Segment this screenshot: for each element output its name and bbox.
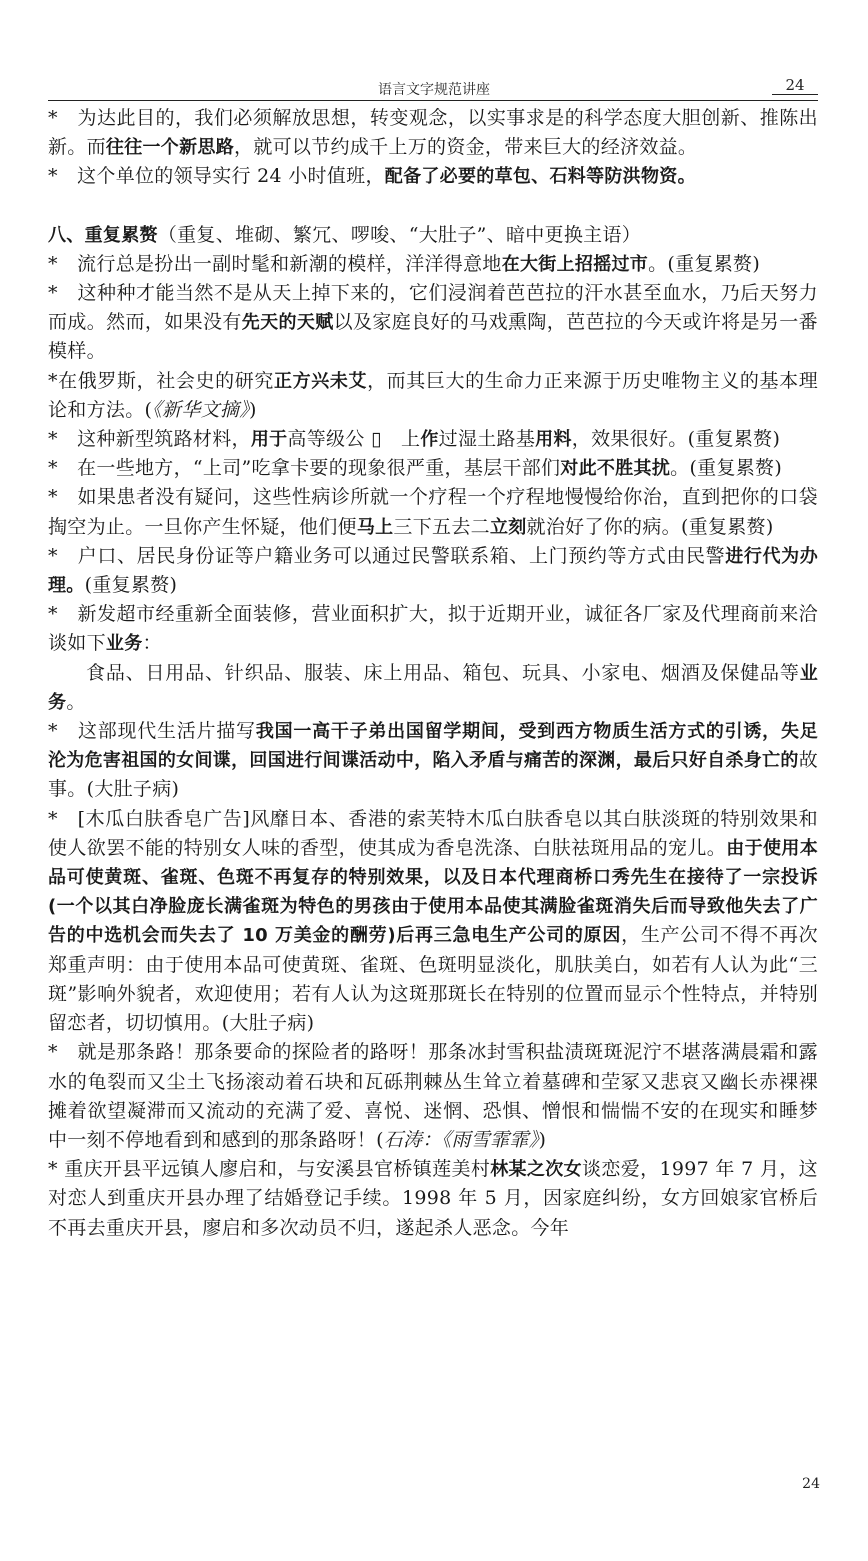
text-run: ，效果很好。(重复累赘) <box>571 428 781 451</box>
text-run: * 这种新型筑路材料， <box>48 428 251 451</box>
text-run: (重复累赘) <box>84 574 178 597</box>
section-heading <box>48 221 818 250</box>
bold-highlight: 往往一个新思路 <box>105 137 235 159</box>
text-run: * 重庆开县平远镇人廖启和，与安溪县官桥镇莲美村 <box>48 1158 491 1181</box>
text-run: * 为达此目的，我们必须解放思想，转变观念，以实事求是的科学态度大胆创新、推陈出新。而 <box>48 107 818 159</box>
bold-highlight: 用料 <box>535 429 572 451</box>
text-run: * 流行总是扮出一副时髦和新潮的模样，洋洋得意地 <box>48 252 502 275</box>
text-run: * 如果患者没有疑问，这些性病诊所就一个疗程一个疗程地慢慢给你治，直到把你的口袋掏空为止。一旦你产生怀疑，他们便 <box>48 486 818 538</box>
text-run: * 这种种才能当然不是从天上掉下来的，它们浸润着芭芭拉的汗水甚至血水，乃后天努力而成。然而，如果没有 <box>48 282 818 334</box>
paragraph-example-4 <box>48 279 818 367</box>
paragraph-example-1 <box>48 104 818 162</box>
text-run: * 户口、居民身份证等户籍业务可以通过民警联系箱、上门预约等方式由民警 <box>48 544 726 567</box>
bold-highlight: 林某之次女 <box>490 1159 582 1181</box>
bold-highlight: 正方兴未艾 <box>273 370 368 392</box>
paragraph-example-14 <box>48 1038 818 1155</box>
text-run: 谈恋爱，1997 年 7 月，这对恋人到重庆开县办理了结婚登记手续。1998 年 5 月，因家庭纠纷，女方回娘家官桥后不再去重庆开县，廖启和多次动员不归，遂起杀人恶念。今年 <box>48 1158 818 1239</box>
footer-page-number: 24 <box>802 1476 820 1492</box>
bold-highlight: 我国一高干子弟出国留学期间，受到西方物质生活方式的引诱，失足沦为危害祖国的女间谍，回国进行间谍活动中，陷入矛盾与痛苦的深渊，最后只好自杀身亡的 <box>48 721 818 772</box>
text-run: * 新发超市经重新全面装修，营业面积扩大，拟于近期开业，诚征各厂家及代理商前来洽谈如下 <box>48 603 818 655</box>
bold-highlight: 对此不胜其扰 <box>560 458 671 480</box>
text-run: 。 <box>66 690 86 713</box>
paragraph-example-13 <box>48 805 818 1039</box>
text-run: 过湿土路基 <box>438 428 536 451</box>
bold-highlight: 先天的天赋 <box>241 312 334 334</box>
text-run: * 这部现代生活片描写 <box>48 720 256 743</box>
paragraph-example-6 <box>48 425 818 454</box>
text-run: 食品、日用品、针织品、服装、床上用品、箱包、玩具、小家电、烟酒及保健品等 <box>86 661 800 684</box>
bold-highlight: 在大街上招摇过市 <box>501 253 649 275</box>
text-run: ，就可以节约成千上万的资金，带来巨大的经济效益。 <box>234 136 698 159</box>
bold-highlight: 由于使用本品可使黄斑、雀斑、色斑不再复存的特别效果，以及日本代理商桥口秀先生在接待了一宗投诉(一个以其白净脸庞长满雀斑为特色的男孩由于使用本品使其满脸雀斑消失后而导致他失去了广告的中选机会而失去了 10 万美金的酬劳)后再三急电生产公司的原因 <box>48 837 818 947</box>
text-run: * 就是那条路！那条要命的探险者的路呀！那条冰封雪积盐渍斑斑泥泞不堪落满晨霜和露水的龟裂而又尘土飞扬滚动着石块和瓦砾荆棘丛生耸立着墓碑和茔冢又悲哀又幽长赤裸裸摊着欲望凝滞而又流动的充满了爱、喜悦、迷惘、恐惧、憎恨和惴惴不安的在现实和睡梦中一刻不停地看到和感到的那条路呀！( <box>48 1041 818 1151</box>
source-citation: 《新华文摘》 <box>152 398 250 421</box>
header-title: 语言文字规范讲座 <box>378 82 490 98</box>
source-citation: 石涛：《雨雪霏霏》 <box>383 1128 539 1151</box>
paragraph-example-12 <box>48 717 818 805</box>
bold-highlight: 作 <box>420 429 439 451</box>
text-run: ： <box>142 632 162 655</box>
bold-highlight: 业务 <box>48 662 818 713</box>
text-run: ，生产公司不得不再次郑重声明：由于使用本品可使黄斑、雀斑、色斑明显淡化，肌肤美白，如若有人认为此“三斑”影响外貌者，欢迎使用；若有人认为这斑那斑长在特别的位置而显示个性特点，并特别留恋者，切切慎用。(大肚子病) <box>48 924 818 1035</box>
document-body <box>48 104 818 1243</box>
text-run: ) <box>538 1128 547 1151</box>
text-run: 。(重复累赘) <box>670 457 783 480</box>
paragraph-example-11 <box>48 659 818 717</box>
text-run: 高等级公 ▯ 上 <box>287 428 421 451</box>
text-run: 。(重复累赘) <box>648 252 761 275</box>
bold-highlight: 马上 <box>356 516 394 538</box>
blank-line <box>48 192 818 221</box>
text-run: * 这个单位的领导实行 24 小时值班， <box>48 165 385 188</box>
paragraph-example-7 <box>48 454 818 483</box>
text-run: * 在一些地方，“上司”吃拿卡要的现象很严重，基层干部们 <box>48 457 561 480</box>
text-run: *在俄罗斯，社会史的研究 <box>48 369 274 392</box>
paragraph-example-15 <box>48 1155 818 1243</box>
text-run: ，而其巨大的生命力正来源于历史唯物主义的基本理论和方法。( <box>48 369 819 421</box>
paragraph-example-10 <box>48 600 818 658</box>
paragraph-example-8 <box>48 483 818 541</box>
header-page-number: 24 <box>772 76 818 95</box>
text-run: 三下五去二 <box>393 515 490 538</box>
bold-highlight: 业务 <box>105 633 143 655</box>
text-run: 就治好了你的病。(重复累赘) <box>526 515 774 538</box>
text-run: 故事。(大肚子病) <box>48 749 818 801</box>
section-title: 八、重复累赘 <box>48 224 158 246</box>
header-divider <box>48 100 818 101</box>
paragraph-example-9 <box>48 542 818 600</box>
section-description: （重复、堆砌、繁冗、啰唆、“大肚子”、暗中更换主语） <box>157 223 642 246</box>
text-run: 以及家庭良好的马戏熏陶，芭芭拉的今天或许将是另一番模样。 <box>48 311 818 363</box>
paragraph-example-5 <box>48 367 818 425</box>
bold-highlight: 配备了必要的草包、石料等防洪物资。 <box>384 166 696 188</box>
text-run: ) <box>249 398 257 421</box>
bold-highlight: 进行代为办理。 <box>48 545 818 597</box>
paragraph-example-3 <box>48 250 818 279</box>
bold-highlight: 立刻 <box>489 516 527 538</box>
paragraph-example-2 <box>48 162 818 191</box>
text-run: * [木瓜白肤香皂广告]风靡日本、香港的索芙特木瓜白肤香皂以其白肤淡斑的特别效果和使人欲罢不能的特别女人味的香型，使其成为香皂洗涤、白肤祛斑用品的宠儿。 <box>48 807 818 859</box>
bold-highlight: 用于 <box>250 429 288 451</box>
